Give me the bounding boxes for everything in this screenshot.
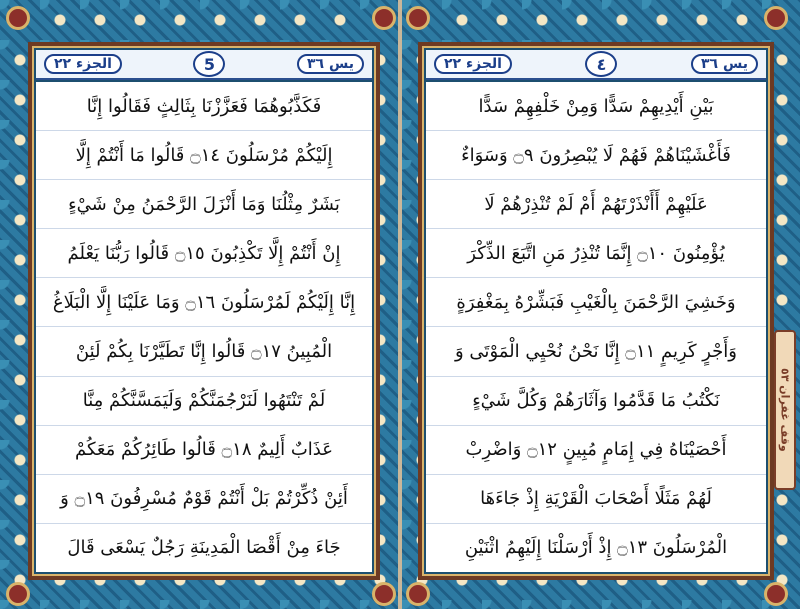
text-line: وَخَشِيَ الرَّحْمَنَ بِالْغَيْبِ فَبَشِّرْهُ بِمَغْفِرَةٍ [426, 278, 766, 327]
surah-label: يس ٣٦ [691, 54, 758, 74]
waqf-side-label-text: وقف غفران ٥٣ [778, 368, 792, 452]
text-line: أَحْصَيْنَاهُ فِي إِمَامٍ مُبِينٍ ۝١٢ وَاضْرِبْ [426, 426, 766, 475]
text-line: عَذَابٌ أَلِيمٌ ۝١٨ قَالُوا طَائِرُكُمْ مَعَكُمْ [36, 426, 372, 475]
ornament-corner [764, 582, 788, 606]
waqf-side-label [774, 330, 796, 490]
text-line: لَمْ تَنْتَهُوا لَنَرْجُمَنَّكُمْ وَلَيَمَسَّنَّكُمْ مِنَّا [36, 377, 372, 426]
page-number: ٤ [585, 51, 617, 77]
text-line: عَلَيْهِمْ أَأَنْذَرْتَهُمْ أَمْ لَمْ تُنْذِرْهُمْ لَا [426, 180, 766, 229]
surah-label: يس ٣٦ [297, 54, 364, 74]
text-line: نَكْتُبُ مَا قَدَّمُوا وَآثَارَهُمْ وَكُلَّ شَيْءٍ [426, 377, 766, 426]
text-line: بَشَرٌ مِثْلُنَا وَمَا أَنْزَلَ الرَّحْمَنُ مِنْ شَيْءٍ [36, 180, 372, 229]
page-number: 5 [193, 51, 225, 77]
text-line: الْمُرْسَلُونَ ۝١٣ إِذْ أَرْسَلْنَا إِلَيْهِمُ اثْنَيْنِ [464, 537, 728, 559]
text-line: إِلَيْكُمْ مُرْسَلُونَ ۝١٤ قَالُوا مَا أَنْتُمْ إِلَّا [36, 131, 372, 180]
page-frame [418, 42, 774, 580]
juz-label: الجزء ٢٢ [434, 54, 512, 74]
ornament-corner [406, 582, 430, 606]
text-line: جَاءَ مِنْ أَقْصَا الْمَدِينَةِ رَجُلٌ يَسْعَى قَالَ [67, 537, 341, 559]
text-line: بَيْنِ أَيْدِيهِمْ سَدًّا وَمِنْ خَلْفِهِمْ سَدًّا [426, 82, 766, 131]
verse-text-block [426, 82, 766, 572]
ornament-corner [6, 6, 30, 30]
text-line: أَئِنْ ذُكِّرْتُمْ بَلْ أَنْتُمْ قَوْمٌ مُسْرِفُونَ ۝١٩ وَ [36, 475, 372, 524]
ornament-corner [764, 6, 788, 30]
text-line: وَأَجْرٍ كَرِيمٍ ۝١١ إِنَّا نَحْنُ نُحْيِي الْمَوْتَى وَ [426, 327, 766, 376]
text-line: فَأَغْشَيْنَاهُمْ فَهُمْ لَا يُبْصِرُونَ ۝٩ وَسَوَاءٌ [426, 131, 766, 180]
ornament-corner [372, 582, 396, 606]
ornament-corner [372, 6, 396, 30]
page-frame [28, 42, 380, 580]
ornament-corner [406, 6, 430, 30]
juz-label: الجزء ٢٢ [44, 54, 122, 74]
text-line: لَهُمْ مَثَلًا أَصْحَابَ الْقَرْيَةِ إِذْ جَاءَهَا [426, 475, 766, 524]
text-line: يُؤْمِنُونَ ۝١٠ إِنَّمَا تُنْذِرُ مَنِ اتَّبَعَ الذِّكْرَ [426, 229, 766, 278]
page-header [426, 50, 766, 80]
ornament-corner [6, 582, 30, 606]
text-line: فَكَذَّبُوهُمَا فَعَزَّزْنَا بِثَالِثٍ فَقَالُوا إِنَّا [36, 82, 372, 131]
page-header [36, 50, 372, 80]
right-page [402, 0, 800, 609]
text-line: الْمُبِينُ ۝١٧ قَالُوا إِنَّا تَطَيَّرْنَا بِكُمْ لَئِنْ [36, 327, 372, 376]
text-line: إِنْ أَنْتُمْ إِلَّا تَكْذِبُونَ ۝١٥ قَالُوا رَبُّنَا يَعْلَمُ [36, 229, 372, 278]
text-line: إِنَّا إِلَيْكُمْ لَمُرْسَلُونَ ۝١٦ وَمَا عَلَيْنَا إِلَّا الْبَلَاغُ [36, 278, 372, 327]
left-page [0, 0, 398, 609]
verse-text-block [36, 82, 372, 572]
